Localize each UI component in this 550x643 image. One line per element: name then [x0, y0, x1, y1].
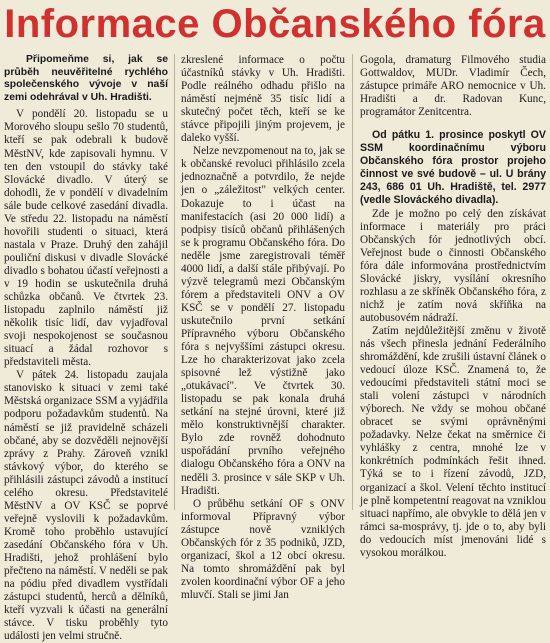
column-1: [4, 54, 168, 643]
column-divider: [174, 54, 175, 510]
body-paragraph: Zde je možno po celý den získávat informace i materiály pro práci Občanských fór jednotlivých obcí. Veřejnost bude o činnosti Občanského fóra dále informována prostřednictvím Slovácké jiskry, vysílání okresního rozhlasu a ze skříněk Občanského fóra, z nichž je zatím nová skříňka na autobusovém nádraží.: [360, 207, 546, 324]
body-paragraph: O průběhu setkání OF s ONV informoval Přípravný výbor zástupce nově vzniklých Občanských fór z 35 podniků, JZD, organizací, škol a 12 obcí okresu. Na tomto shromáždění pak byl zvolen koordinační výbor OF a jeho mluvčí. Stali se jimi Jan: [181, 497, 345, 601]
body-paragraph: zkreslené informace o počtu účastníků stávky v Uh. Hradišti. Podle reálného odhadu přišlo na náměstí nejméně 35 tisíc lidí a skutečný počet těch, kteří se ke stávce připojili jiným projevem, je daleko vyšší.: [181, 54, 345, 145]
lead-paragraph: Připomeňme si, jak se průběh neuvěřitelné rychlého společenského vývoje v naší zemi odehrával v Uh. Hradišti.: [4, 54, 168, 103]
column-divider: [352, 54, 353, 510]
body-paragraph: V pondělí 20. listopadu se u Morového sloupu sešlo 70 studentů, kteří se pak odebrali k budově MěstNV, kde zapisovali hymnu. V ten den vstoupil do stávky také Slovácké divadlo. V úterý se dohodli, že v pondělí v divadelním sále bude celkové zasedání divadla. Ve středu 22. listopadu na náměstí hovořili studenti o situaci, která nastala v Praze. Druhý den zahájil pouliční diskusi v divadle Slovácké divadlo s bohatou účastí veřejnosti a v 19 hodin se uskutečnila druhá schůzka občanů. Ve čtvrtek 23. listopadu zaplnilo náměstí již několik tisíc lidí, dav vyjadřoval svoji nespokojenost se současnou situací a žádal rozhovor s představiteli města.: [4, 108, 168, 369]
headline: Informace Občanského fóra: [4, 2, 546, 46]
column-2: [181, 54, 345, 601]
body-paragraph: V pátek 24. listopadu zaujala stanovisko k situaci v zemi také Městská organizace SSM a vyjádřila podporu požadavkům studentů. Na náměstí se již pravidelně scházeli občané, aby se dozvěděli nejnovější zprávy z Prahy. Zároveň vznikl stávkový výbor, do kterého se přihlásili zástupci závodů a institucí celého okresu. Představitelé MěstNV a OV KSČ se poprvé veřejně vyslovili k požadavkům. Kromě toho proběhlo ustavující zasedání Občanského fóra v Uh. Hradišti, jehož prohlášení bylo přečteno na náměstí. V neděli se pak na pódiu před divadlem vystřídali zástupci studentů, herců a dělníků, kteří vyzvali k účasti na generální stávce. V tisku proběhly tyto události jen velmi stručně.: [4, 369, 168, 643]
bold-notice: Od pátku 1. prosince poskytl OV SSM koordinačnímu výboru Občanského fóra prostor projeho činnost ve své budově – ul. U brány 243, 686 01 Uh. Hradiště, tel. 2977 (vedle Slováckého divadla).: [360, 129, 546, 207]
body-paragraph: Nelze nevzpomenout na to, jak se k občanské revoluci přihlásilo zcela jednoznačně a potvrdilo, že nejde jen o „záležitost" velkých center. Dokazuje to i účast na manifestacích (asi 20 000 lidí) a podpisy tisíců občanů přihlášených se k programu Občanského fóra. Do neděle jsme zaregistrovali téměř 4000 lidí, a další stále přibývají. Po výzvě telegramů mezi Občanským fórem a představiteli ONV a OV KSČ se v pondělí 27. listopadu uskutečnilo první setkání Přípravného výboru Občanského fóra s nejvyššími zástupci okresu. Lze ho charakterizovat jako zcela spisovné lež výstižně jako „otukávací". Ve čtvrtek 30. listopadu se pak konala druhá setkání na stejné úrovni, které již mělo konstruktivnější charakter. Bylo zde rovněž dohodnuto uspořádání prvního veřejného dialogu Občanského fóra a ONV na neděli 3. prosince v sále SKP v Uh. Hradišti.: [181, 145, 345, 497]
spacer: [360, 119, 546, 129]
column-3: [360, 54, 546, 559]
body-paragraph: Zatím nejdůležitější změnu v životě nás všech přinesla jednání Federálního shromáždění, kde zrušili ústavní článek o vedoucí úloze KSČ. Znamená to, že vedoucími představiteli státní moci se stali volení zástupci v národních výborech. Ne vždy se mohou občané obracet se svými oprávněnými požadavky. Nelze čekat na směrnice či vyhlášky z centra, mnohé lze v konkrétních podmínkách řešit ihned. Týká se to i řízení závodů, JZD, organizací a škol. Velení těchto institucí je plně kompetentní reagovat na vzniklou situaci napřímo, ale obvykle to dělá jen v rámci sa-mosprávy, tj. jde o to, aby byli do vedoucích míst jmenováni lidé s vysokou morálkou.: [360, 324, 546, 559]
body-paragraph: Gogola, dramaturg Filmového studia Gottwaldov, MUDr. Vladimír Čech, zástupce primáře ARO nemocnice v Uh. Hradišti a dr. Radovan Kunc, programátor Zenitcentra.: [360, 54, 546, 119]
